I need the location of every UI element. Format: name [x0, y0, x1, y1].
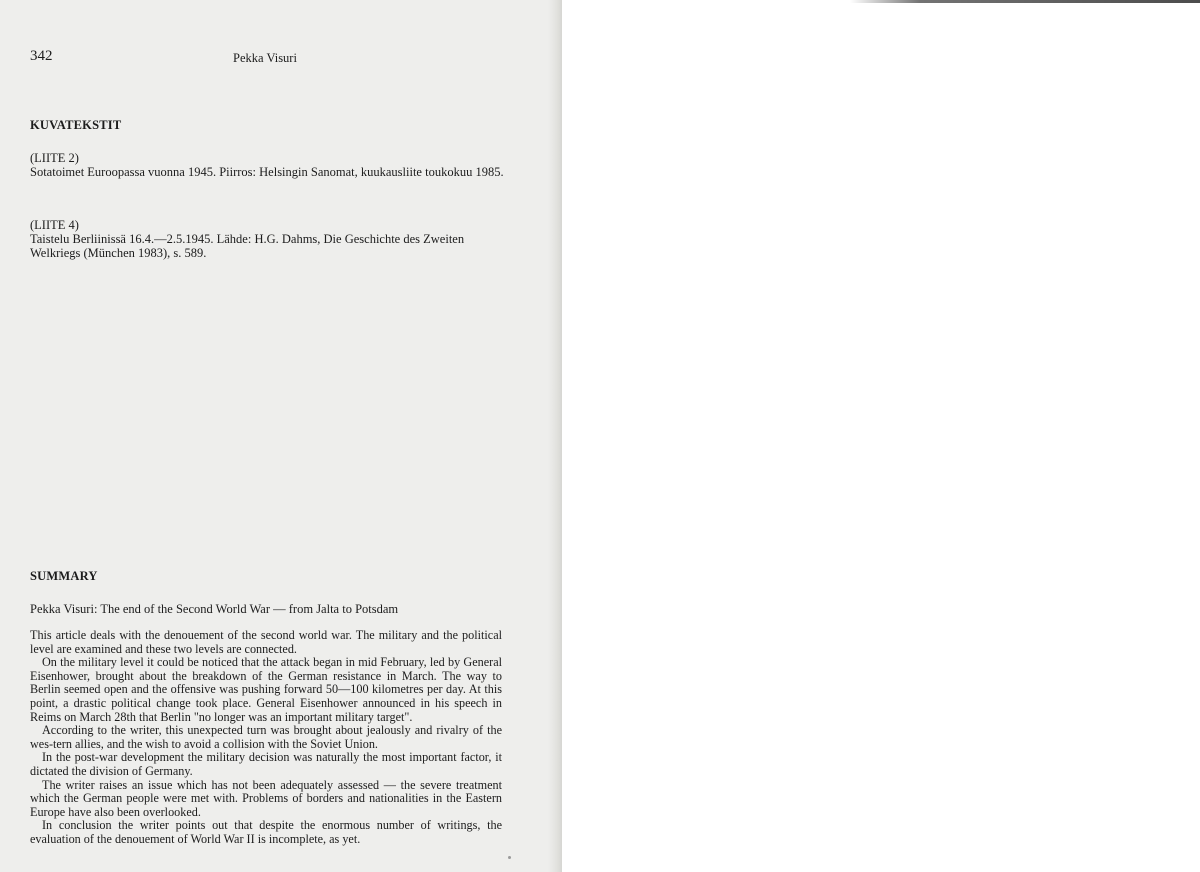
summary-paragraph: In conclusion the writer points out that despite the enormous number of writings, the evaluation of the denouement of World War II is incomplete, as yet.	[30, 818, 502, 846]
caption-text: Sotatoimet Euroopassa vuonna 1945. Piirros: Helsingin Sanomat, kuukausliite toukokuu 1985.	[30, 165, 504, 179]
caption-label: (LIITE 2)	[30, 151, 79, 165]
summary-paragraph: The writer raises an issue which has not been adequately assessed — the severe treatment which the German people were met with. Problems of borders and nationalities in the Eastern Europe have also been overlooked.	[30, 777, 502, 819]
summary-paragraph: In the post-war development the military decision was naturally the most important factor, it dictated the division of Germany.	[30, 750, 502, 778]
captions-heading: KUVATEKSTIT	[30, 118, 122, 132]
caption-label: (LIITE 4)	[30, 218, 79, 232]
caption-text: Taistelu Berliinissä 16.4.—2.5.1945. Lähde: H.G. Dahms, Die Geschichte des Zweiten Welkriegs (München 1983), s. 589.	[30, 232, 465, 260]
summary-title: Pekka Visuri: The end of the Second World War — from Jalta to Potsdam	[30, 602, 399, 616]
running-head: Pekka Visuri	[233, 51, 297, 65]
summary-heading: SUMMARY	[30, 569, 98, 583]
page-number: 342	[30, 48, 53, 64]
summary-paragraph: This article deals with the denouement of the second world war. The military and the political level are examined and these two levels are connected.	[30, 628, 502, 656]
left-page	[0, 0, 560, 872]
right-page	[562, 0, 1200, 872]
page-top-edge	[850, 0, 1200, 3]
summary-paragraph: According to the writer, this unexpected turn was brought about jealously and rivalry of the wes-tern allies, and the wish to avoid a collision with the Soviet Union.	[30, 723, 502, 751]
summary-paragraph: On the military level it could be noticed that the attack began in mid February, led by General Eisenhower, brought about the breakdown of the German resistance in March. The way to Berlin seemed open and the offensive was pushing forward 50—100 kilometres per day. At this point, a drastic political change took place. General Eisenhower announced in his speech in Reims on March 28th that Berlin "no longer was an important military target".	[30, 655, 502, 724]
summary-body	[30, 629, 502, 847]
page-speck	[508, 856, 511, 859]
page-gutter	[548, 0, 562, 872]
